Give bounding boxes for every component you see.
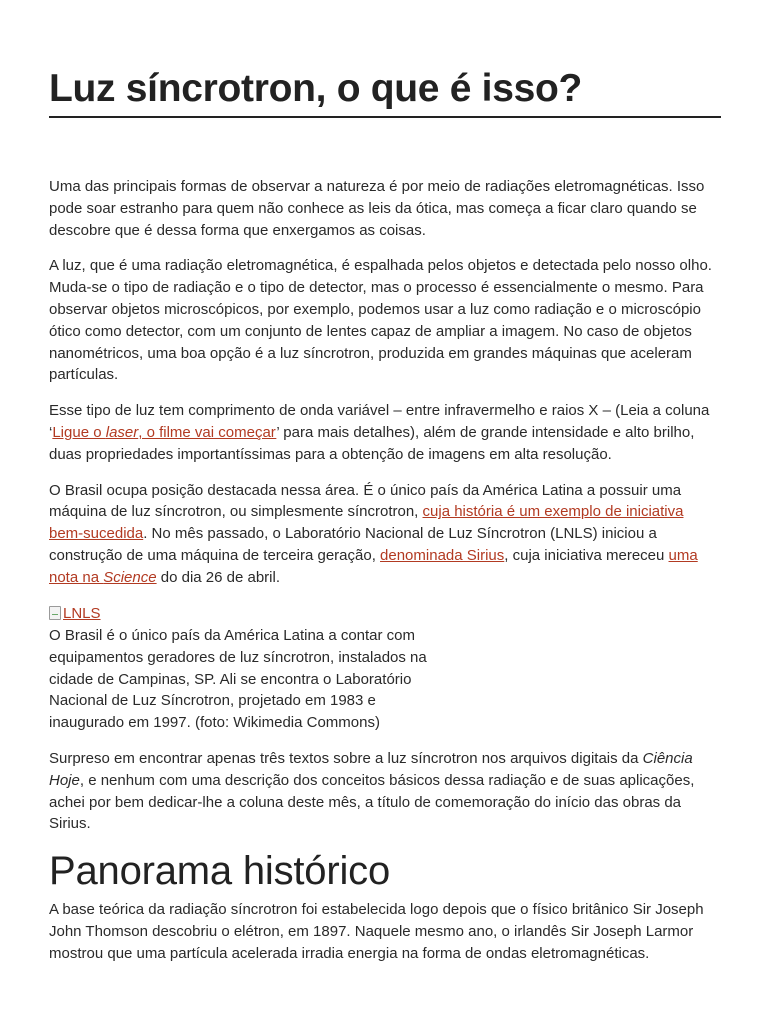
- paragraph-history: A base teórica da radiação síncrotron foi estabelecida logo depois que o físico britânico Sir Joseph John Thomson descobriu o elétron, em 1897. Naquele mesmo ano, o irlandês Sir Joseph Larmor mostrou que uma partícula acelerada irradia energia na forma de ondas eletromagnéticas.: [49, 901, 704, 962]
- paragraph-wavelength: [49, 400, 721, 465]
- lnls-figure: [49, 603, 721, 734]
- page-title: Luz síncrotron, o que é isso?: [49, 67, 583, 110]
- link-text: Ligue o: [52, 423, 106, 441]
- paragraph-brazil: [49, 480, 721, 589]
- paragraph-text: ’ para mais detalhes), além de grande intensidade e alto brilho, duas propriedades importantíssimas para a obtenção de imagens em alta resolução.: [49, 423, 695, 463]
- paragraph-text: Esse tipo de luz tem comprimento de onda variável – entre infravermelho e raios X – (Leia a coluna ‘: [49, 402, 710, 441]
- paragraph-text: . No mês passado, o Laboratório Nacional de Luz Síncrotron (LNLS) iniciou a construção de uma máquina de terceira geração,: [49, 525, 657, 564]
- paragraph-text: , cuja iniciativa mereceu: [504, 546, 669, 564]
- paragraph-text: Surpreso em encontrar apenas três textos sobre a luz síncrotron nos arquivos digitais da: [49, 750, 643, 768]
- link-text: uma nota na: [49, 546, 698, 586]
- link-text: , o filme vai começar: [138, 423, 277, 441]
- link-text-italic: Science: [103, 568, 157, 586]
- paragraph-text: O Brasil ocupa posição destacada nessa área. É o único país da América Latina a possuir uma máquina de luz síncrotron, ou simplesmente síncrotron,: [49, 481, 682, 521]
- link-text-italic: laser: [105, 423, 139, 441]
- title-divider: [49, 116, 721, 118]
- image-alt-text: LNLS: [63, 604, 101, 622]
- lnls-image-link[interactable]: [49, 603, 101, 624]
- paragraph-light: A luz, que é uma radiação eletromagnética, é espalhada pelos objetos e detectada pelo nosso olho. Muda-se o tipo de radiação e o tipo de detector, mas o processo é essencialmente o mesmo. Para observar objetos microscópicos, por exemplo, podemos usar a luz como radiação e o microscópio ótico como detector, com um conjunto de lentes capaz de ampliar a imagem. No caso de objetos nanométricos, uma boa opção é a luz síncrotron, produzida em grandes máquinas que aceleram partículas.: [49, 257, 712, 384]
- article-body: [49, 176, 721, 979]
- paragraph-text: , e nenhum com uma descrição dos conceitos básicos dessa radiação e de suas aplicações, achei por bem dedicar-lhe a coluna deste mês, a título de comemoração do início das obras da Sirius.: [49, 771, 695, 833]
- broken-image-icon: [49, 606, 61, 620]
- section-heading: Panorama histórico: [49, 849, 391, 894]
- magazine-name: Ciência Hoje: [49, 750, 693, 789]
- paragraph-intro: Uma das principais formas de observar a natureza é por meio de radiações eletromagnéticas. Isso pode soar estranho para quem não conhece as leis da ótica, mas começa a ficar claro quando se descobre que é dessa forma que enxergamos as coisas.: [49, 178, 705, 239]
- paragraph-surprise: [49, 748, 721, 835]
- sirius-link[interactable]: denominada Sirius: [380, 546, 505, 564]
- laser-column-link[interactable]: [52, 424, 276, 441]
- paragraph-text: do dia 26 de abril.: [156, 568, 281, 586]
- figure-caption: O Brasil é o único país da América Latina a contar com equipamentos geradores de luz síncrotron, instalados na cidade de Campinas, SP. Ali se encontra o Laboratório Nacional de Luz Síncrotron, projetado em 1983 e inaugurado em 1997. (foto: Wikimedia Commons): [49, 627, 427, 732]
- history-link[interactable]: cuja história é um exemplo de iniciativa bem-sucedida: [49, 503, 684, 543]
